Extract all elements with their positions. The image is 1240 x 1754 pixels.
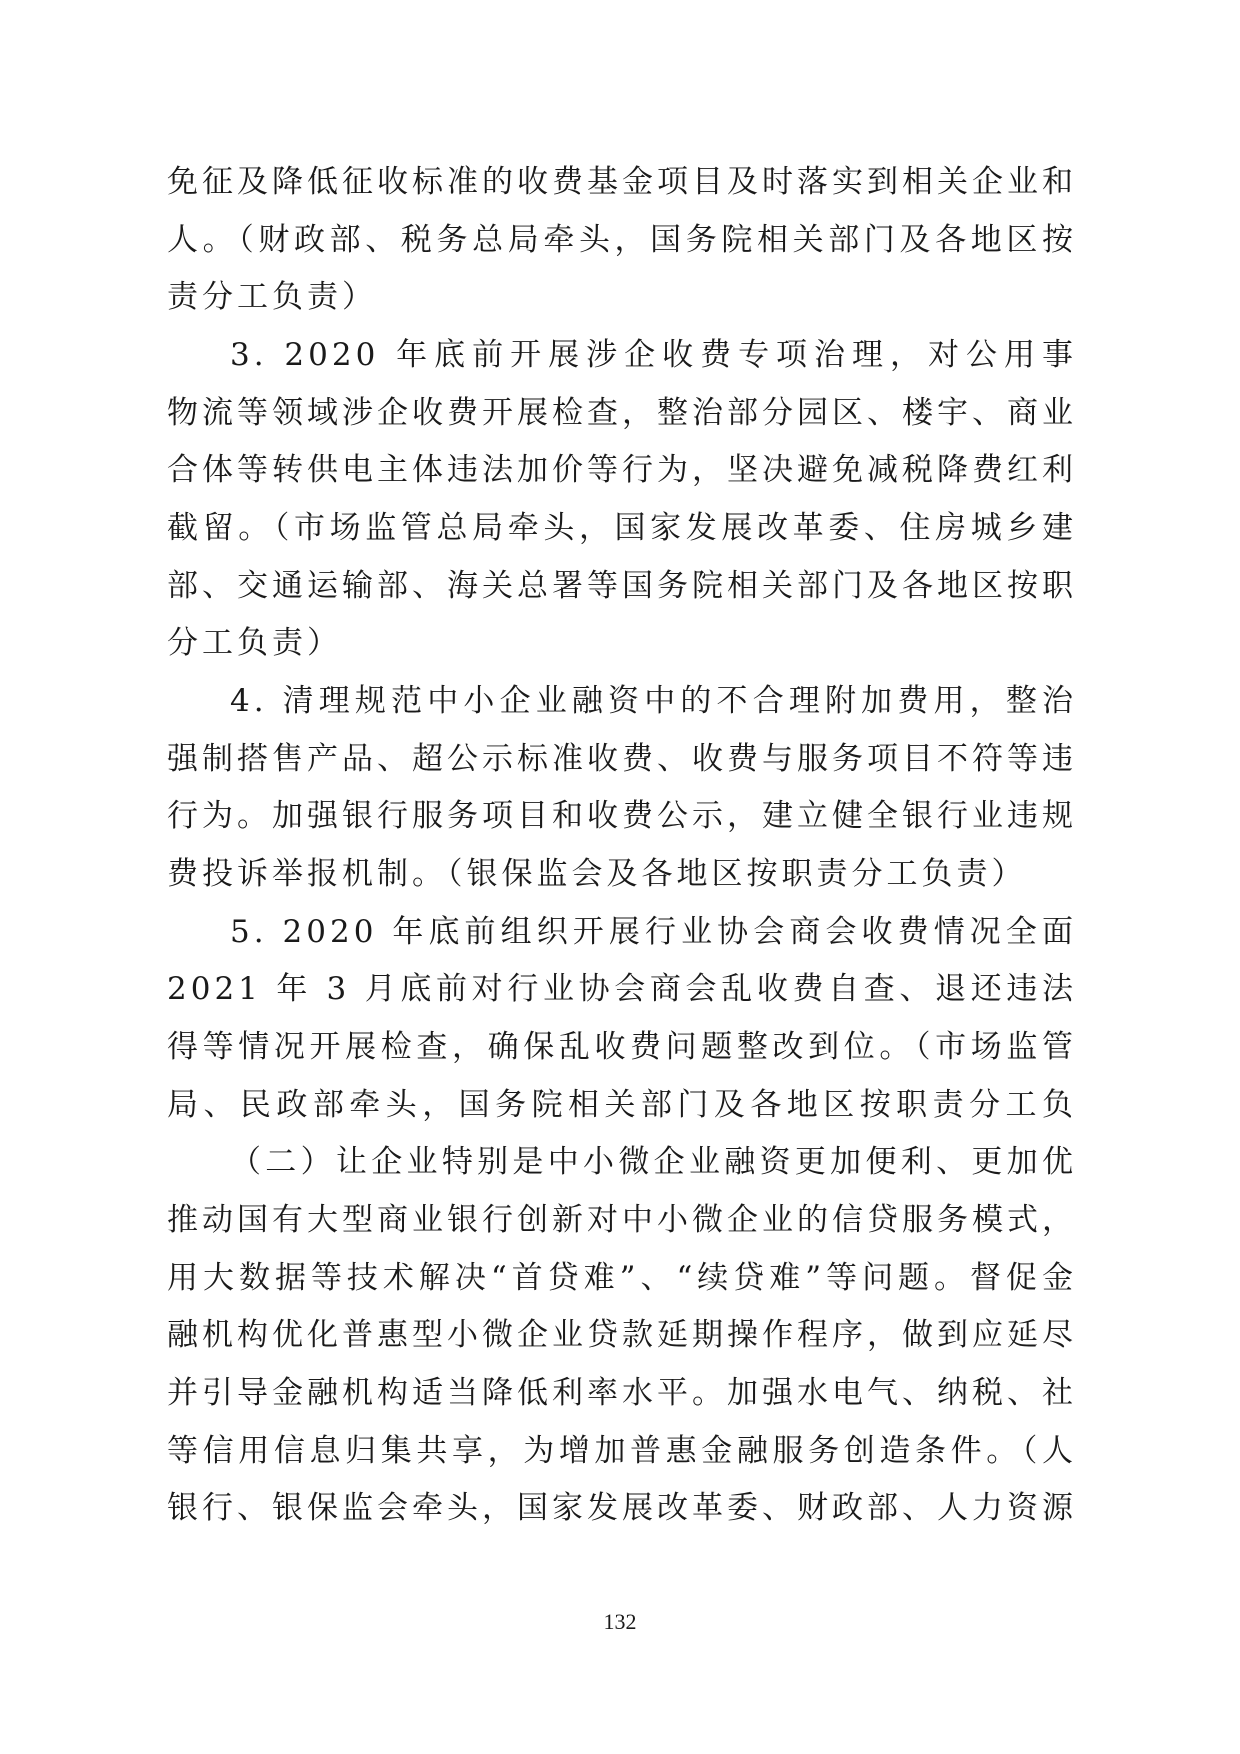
text-line: 截留。（市场监管总局牵头，国家发展改革委、住房城乡建 [167,510,1077,546]
text-line: 行为。加强银行服务项目和收费公示，建立健全银行业违规 [167,798,1077,834]
text-line: 用大数据等技术解决“首贷难”、“续贷难”等问题。督促金 [167,1260,1077,1296]
text-line: 人。（财政部、税务总局牵头，国务院相关部门及各地区按 [167,222,1077,258]
text-line: （二）让企业特别是中小微企业融资更加便利、更加优 [230,1144,1077,1180]
text-line: 强制搭售产品、超公示标准收费、收费与服务项目不符等违 [167,741,1077,777]
text-line: 银行、银保监会牵头，国家发展改革委、财政部、人力资源 [167,1490,1077,1526]
text-line: 并引导金融机构适当降低利率水平。加强水电气、纳税、社 [167,1375,1077,1411]
text-line: 免征及降低征收标准的收费基金项目及时落实到相关企业和 [167,164,1077,200]
text-line: 费投诉举报机制。（银保监会及各地区按职责分工负责） [167,856,1027,892]
text-line: 责分工负责） [167,279,377,315]
text-line: 4. 清理规范中小企业融资中的不合理附加费用，整治 [230,683,1077,719]
text-line: 部、交通运输部、海关总署等国务院相关部门及各地区按职 [167,568,1077,604]
text-line: 2021 年 3 月底前对行业协会商会乱收费自查、退还违法 [167,971,1077,1007]
text-line: 得等情况开展检查，确保乱收费问题整改到位。（市场监管 [167,1029,1077,1065]
text-line: 分工负责） [167,625,342,661]
text-line: 等信用信息归集共享，为增加普惠金融服务创造条件。（人 [167,1433,1077,1469]
text-line: 融机构优化普惠型小微企业贷款延期操作程序，做到应延尽 [167,1317,1077,1353]
page-number: 132 [603,1609,637,1634]
text-line: 5. 2020 年底前组织开展行业协会商会收费情况全面 [230,914,1077,950]
text-line: 局、民政部牵头，国务院相关部门及各地区按职责分工负 [167,1087,1077,1123]
text-line: 3. 2020 年底前开展涉企收费专项治理，对公用事 [230,337,1077,373]
text-line: 物流等领域涉企收费开展检查，整治部分园区、楼宇、商业 [167,395,1077,431]
text-line: 合体等转供电主体违法加价等行为，坚决避免减税降费红利 [167,452,1077,488]
text-line: 推动国有大型商业银行创新对中小微企业的信贷服务模式， [167,1202,1077,1238]
